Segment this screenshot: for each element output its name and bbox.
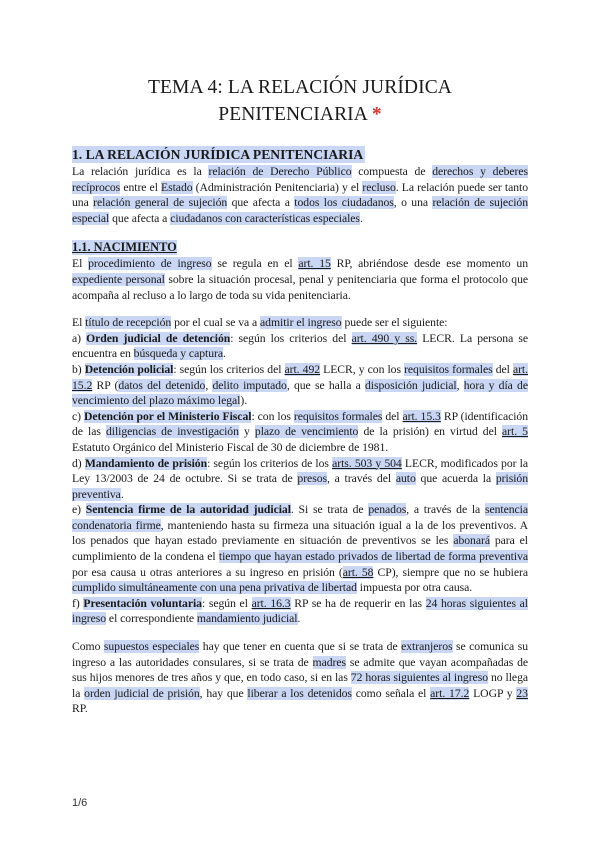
list-item-c: c) Detención por el Ministerio Fiscal: con los requisitos formales del art. 15.3 RP (identificación de las diligencias de investigación y plazo de vencimiento de la prisión) en virtud del art. 5 Estatuto Orgánico del Ministerio Fiscal de 30 de diciembre de 1981.: [72, 409, 529, 454]
section-1-paragraph: La relación jurídica es la relación de Derecho Público compuesta de derechos y deberes recíprocos entre el Estado (Administración Penitenciaria) y el recluso. La relación puede ser tanto una relación general de sujeción que afecta a todos los ciudadanos, o una relación de sujeción especial que afecta a ciudadanos con características especiales.: [72, 165, 528, 225]
nacimiento-paragraph: El procedimiento de ingreso se regula en el art. 15 RP, abriéndose desde ese momento un expediente personal sobre la situación procesal, penal y penitenciaria que forma el protocolo que acompaña al recluso a lo largo de toda su vida penitenciaria.: [72, 257, 529, 302]
page-content: [72, 70, 528, 717]
section-1-heading: 1. LA RELACIÓN JURÍDICA PENITENCIARIA: [72, 147, 364, 162]
title-line-1: TEMA 4: LA RELACIÓN JURÍDICA: [148, 77, 452, 98]
list-item-a: a) Orden judicial de detención: según los criterios del art. 490 y ss. LECR. La persona se encuentra en búsqueda y captura.: [72, 331, 529, 361]
title-line-2: PENITENCIARIA: [218, 104, 367, 125]
document-title: [72, 74, 528, 128]
list-item-b: b) Detención policial: según los criterios del art. 492 LECR, y con los requisitos formales del art. 15.2 RP (datos del detenido, delito imputado, que se halla a disposición judicial, hora y día de vencimiento del plazo máximo legal).: [72, 362, 528, 408]
titulo-recepcion-paragraph: El título de recepción por el cual se va a admitir el ingreso puede ser el siguiente:: [72, 316, 448, 330]
supuestos-especiales-paragraph: Como supuestos especiales hay que tener en cuenta que si se trata de extranjeros se comunica su ingreso a las autoridades consulares, si se trata de madres se admite que vayan acompañadas de sus hijos menores de tres años y que, en todo caso, si en las 72 horas siguientes al ingreso no llega la orden judicial de prisión, hay que liberar a los detenidos como señala el art. 17.2 LOGP y 23 RP.: [72, 640, 529, 716]
list-item-f: f) Presentación voluntaria: según el art. 16.3 RP se ha de requerir en las 24 horas siguientes al ingreso el correspondiente mandamiento judicial.: [72, 596, 528, 626]
list-item-d: d) Mandamiento de prisión: según los criterios de los arts. 503 y 504 LECR, modificados por la Ley 13/2003 de 24 de octubre. Si se trata de presos, a través del auto que acuerda la prisión preventiva.: [72, 456, 529, 501]
section-1-1-heading: 1.1. NACIMIENTO: [72, 240, 177, 255]
list-item-e: e) Sentencia firme de la autoridad judicial. Si se trata de penados, a través de la sentencia condenatoria firme, manteniendo hasta su firmeza una situación igual a la de los preventivos. A los penados que hayan estado previamente en situación de preventivos se les abonará para el cumplimiento de la condena el tiempo que hayan estado privados de libertad de forma preventiva por esa causa u otras anteriores a su ingreso en prisión (art. 58 CP), siempre que no se hubiera cumplido simultáneamente con una pena privativa de libertad impuesta por otra causa.: [72, 503, 528, 595]
page-number: 1/6: [72, 797, 88, 809]
title-asterisk: *: [371, 104, 382, 125]
